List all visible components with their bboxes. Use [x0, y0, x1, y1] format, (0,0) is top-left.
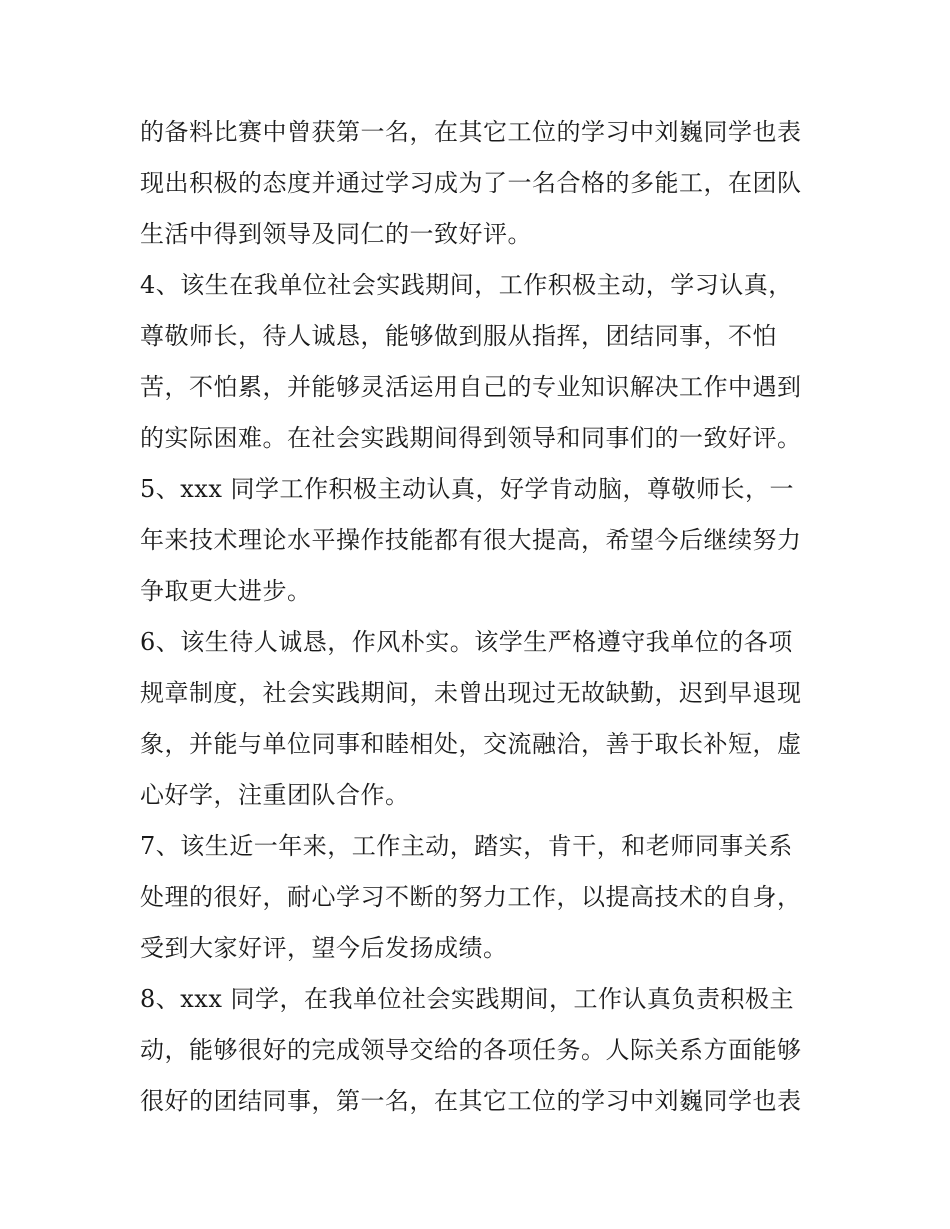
text-line: 6、该生待人诚恳，作风朴实。该学生严格遵守我单位的各项 [140, 628, 793, 656]
text-line: 处理的很好，耐心学习不断的努力工作，以提高技术的自身， [140, 883, 802, 911]
text-line: 尊敬师长，待人诚恳，能够做到服从指挥，团结同事，不怕 [140, 322, 777, 350]
text-line: 现出积极的态度并通过学习成为了一名合格的多能工，在团队 [140, 169, 802, 197]
text-line: 的备料比赛中曾获第一名，在其它工位的学习中刘巍同学也表 [140, 118, 802, 146]
text-line: 心好学，注重团队合作。 [140, 781, 410, 809]
text-line: 苦，不怕累，并能够灵活运用自己的专业知识解决工作中遇到 [140, 373, 802, 401]
document-body [140, 107, 812, 1127]
text-line: 动，能够很好的完成领导交给的各项任务。人际关系方面能够 [140, 1036, 802, 1064]
text-line: 5、xxx 同学工作积极主动认真，好学肯动脑，尊敬师长，一 [140, 475, 795, 503]
text-line: 的实际困难。在社会实践期间得到领导和同事们的一致好评。 [140, 424, 802, 452]
text-line: 争取更大进步。 [140, 577, 312, 605]
text-line: 规章制度，社会实践期间，未曾出现过无故缺勤，迟到早退现 [140, 679, 802, 707]
text-line: 很好的团结同事，第一名，在其它工位的学习中刘巍同学也表 [140, 1087, 802, 1115]
text-line: 8、xxx 同学，在我单位社会实践期间，工作认真负责积极主 [140, 985, 795, 1013]
text-line: 7、该生近一年来，工作主动，踏实，肯干，和老师同事关系 [140, 832, 793, 860]
text-line: 年来技术理论水平操作技能都有很大提高，希望今后继续努力 [140, 526, 802, 554]
text-line: 象，并能与单位同事和睦相处，交流融洽，善于取长补短，虚 [140, 730, 802, 758]
text-line: 受到大家好评，望今后发扬成绩。 [140, 934, 508, 962]
text-line: 4、该生在我单位社会实践期间，工作积极主动，学习认真， [140, 271, 793, 299]
text-line: 生活中得到领导及同仁的一致好评。 [140, 220, 532, 248]
